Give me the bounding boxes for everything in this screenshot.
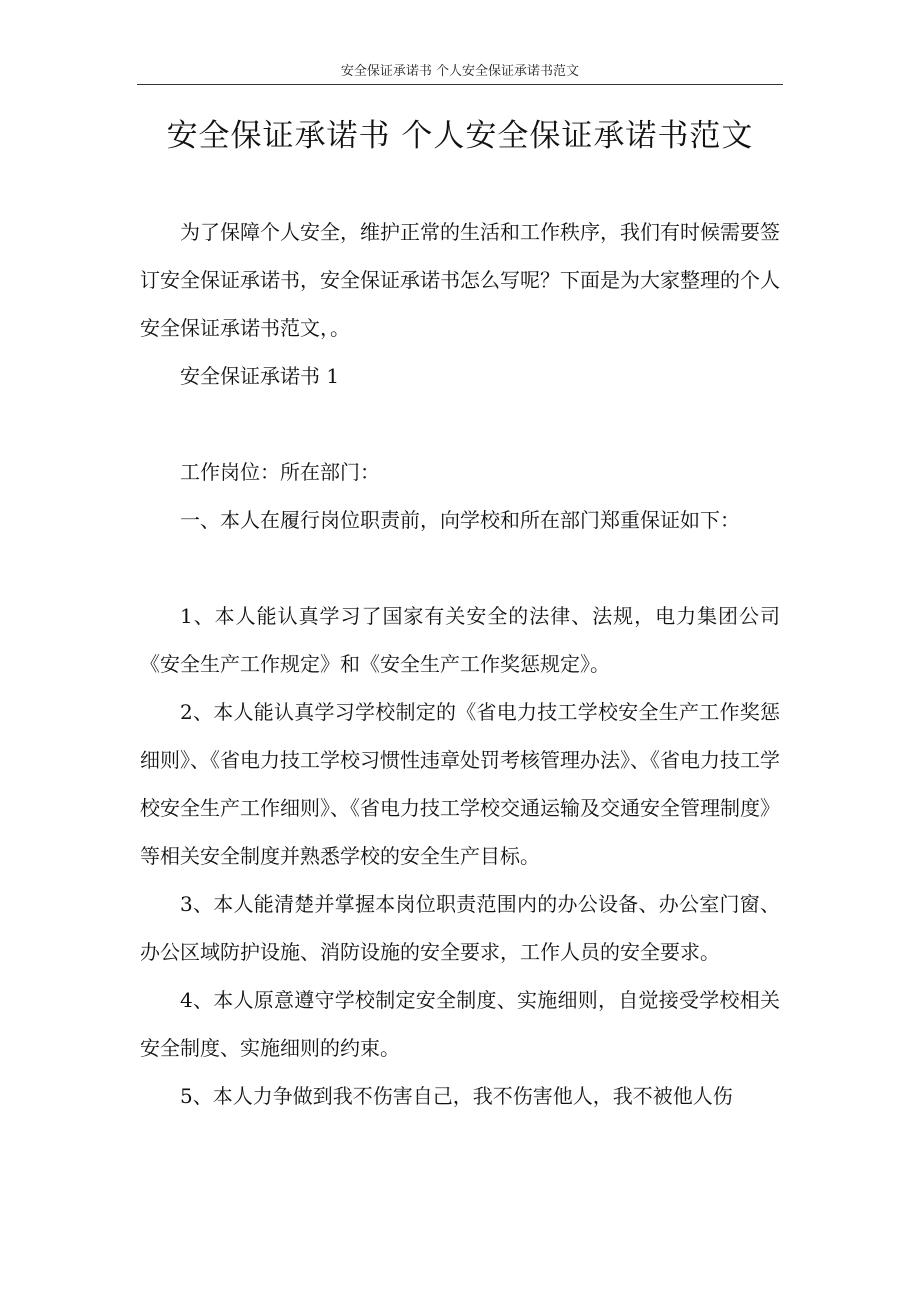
list-item-1: 1、本人能认真学习了国家有关安全的法律、法规，电力集团公司《安全生产工作规定》和《安全生产工作奖惩规定》。	[140, 604, 780, 676]
list-item-4: 4、本人原意遵守学校制定安全制度、实施细则，自觉接受学校相关安全制度、实施细则的约束。	[140, 988, 780, 1060]
document-title: 安全保证承诺书 个人安全保证承诺书范文	[166, 118, 754, 154]
clause-one: 一、本人在履行岗位职责前，向学校和所在部门郑重保证如下：	[180, 508, 740, 532]
list-item-3: 3、本人能清楚并掌握本岗位职责范围内的办公设备、办公室门窗、办公区域防护设施、消防设施的安全要求，工作人员的安全要求。	[140, 892, 780, 964]
list-item-2: 2、本人能认真学习学校制定的《省电力技工学校安全生产工作奖惩细则》、《省电力技工学校习惯性违章处罚考核管理办法》、《省电力技工学校安全生产工作细则》、《省电力技工学校交通运输及交通安全管理制度》等相关安全制度并熟悉学校的安全生产目标。	[140, 700, 780, 868]
running-header	[137, 62, 783, 85]
running-header-text: 安全保证承诺书 个人安全保证承诺书范文	[340, 64, 580, 79]
list-item-5: 5、本人力争做到我不伤害自己，我不伤害他人，我不被他人伤	[180, 1084, 733, 1108]
fields-line: 工作岗位：所在部门：	[180, 460, 380, 484]
document-body	[140, 208, 780, 1120]
section-heading: 安全保证承诺书 1	[180, 364, 340, 388]
intro-paragraph: 为了保障个人安全，维护正常的生活和工作秩序，我们有时候需要签订安全保证承诺书，安全保证承诺书怎么写呢？下面是为大家整理的个人安全保证承诺书范文，。	[140, 220, 780, 340]
